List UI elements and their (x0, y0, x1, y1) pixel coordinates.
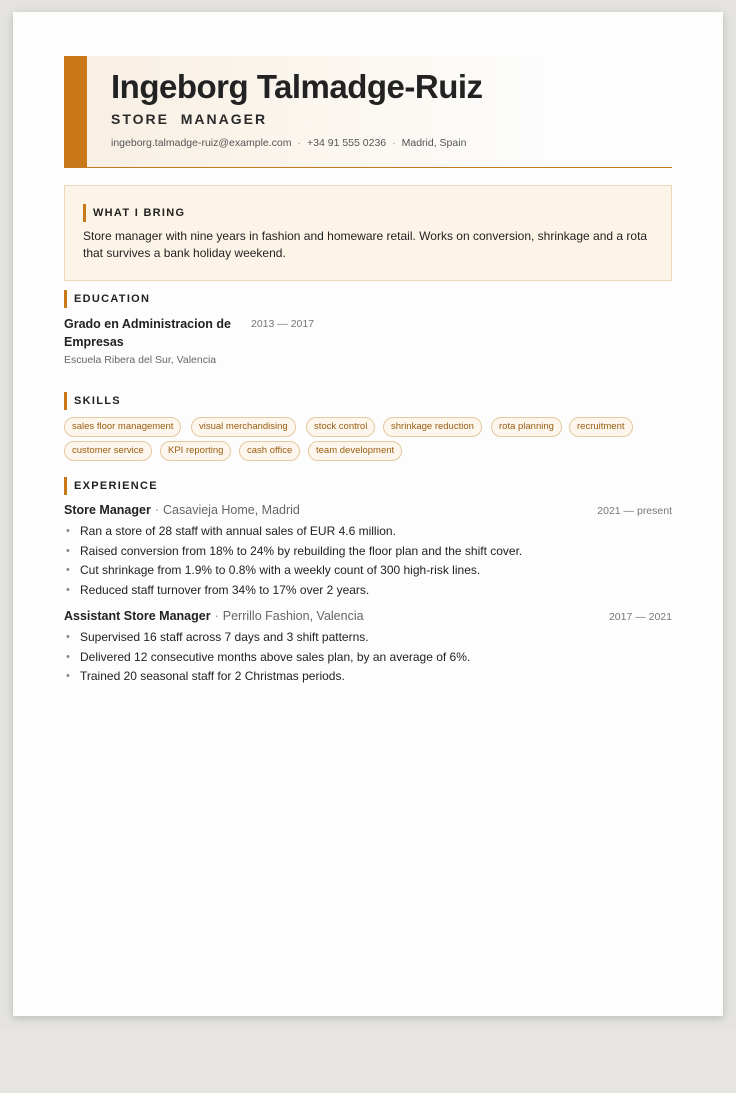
job-bullets (64, 522, 674, 600)
contact-email[interactable]: ingeborg.talmadge-ruiz@example.com (111, 137, 292, 149)
summary-title: WHAT I BRING (83, 204, 185, 222)
job-heading (64, 609, 364, 623)
job-dates: 2021 — present (597, 505, 672, 517)
job-bullet: • Ran a store of 28 staff with annual sales of EUR 4.6 million. (64, 522, 674, 542)
skill-chip: stock control (306, 417, 375, 437)
job-separator: · (154, 503, 160, 517)
job-bullets (64, 628, 674, 687)
job-bullet: • Delivered 12 consecutive months above sales plan, by an average of 6%. (64, 648, 674, 668)
job-bullet: • Trained 20 seasonal staff for 2 Christmas periods. (64, 667, 674, 687)
skill-chip: team development (308, 441, 402, 461)
job-company: Perrillo Fashion, Valencia (222, 609, 364, 623)
job-separator: · (214, 609, 219, 623)
skill-chip: customer service (64, 441, 152, 461)
job-title: Store Manager (64, 503, 151, 517)
contact-separator: · (392, 137, 396, 149)
education-dates: 2013 — 2017 (251, 318, 315, 330)
background-band (0, 1028, 736, 1093)
skill-chip: visual merchandising (191, 417, 296, 437)
contact-line (111, 137, 466, 149)
skill-chip: cash office (239, 441, 300, 461)
experience-title: EXPERIENCE (64, 477, 158, 495)
job-dates: 2017 — 2021 (608, 611, 672, 623)
education-school: Escuela Ribera del Sur, Valencia (64, 354, 217, 366)
job-heading (64, 503, 300, 517)
skill-chip: rota planning (491, 417, 562, 437)
contact-separator: · (297, 137, 301, 149)
education-title: EDUCATION (64, 290, 150, 308)
skill-chip: recruitment (569, 417, 633, 437)
summary-box (64, 185, 672, 281)
contact-location: Madrid, Spain (401, 137, 467, 149)
education-degree: Grado en Administracion de Empresas (64, 317, 231, 349)
job-bullet: • Raised conversion from 18% to 24% by rebuilding the floor plan and the shift cover. (64, 542, 674, 562)
summary-text: Store manager with nine years in fashion and homeware retail. Works on conversion, shrinkage and a rota that survives a bank holiday weekend. (83, 229, 648, 260)
job-bullet: • Cut shrinkage from 1.9% to 0.8% with a weekly count of 300 high-risk lines. (64, 561, 674, 581)
skills-title: SKILLS (64, 392, 121, 410)
candidate-role: STORE MANAGER (111, 111, 268, 127)
resume-page (13, 12, 723, 1016)
job-title: Assistant Store Manager (64, 609, 211, 623)
job-company: Casavieja Home, Madrid (163, 503, 300, 517)
skill-chip: sales floor management (64, 417, 181, 437)
resume-header (64, 56, 672, 168)
candidate-name: Ingeborg Talmadge-Ruiz (111, 68, 483, 105)
job-bullet: • Supervised 16 staff across 7 days and 3 shift patterns. (64, 628, 674, 648)
job-bullet: • Reduced staff turnover from 34% to 17% over 2 years. (64, 581, 674, 601)
skill-chip: shrinkage reduction (383, 417, 482, 437)
accent-bar (64, 56, 87, 167)
contact-phone[interactable]: +34 91 555 0236 (307, 137, 387, 149)
skill-chip: KPI reporting (160, 441, 231, 461)
